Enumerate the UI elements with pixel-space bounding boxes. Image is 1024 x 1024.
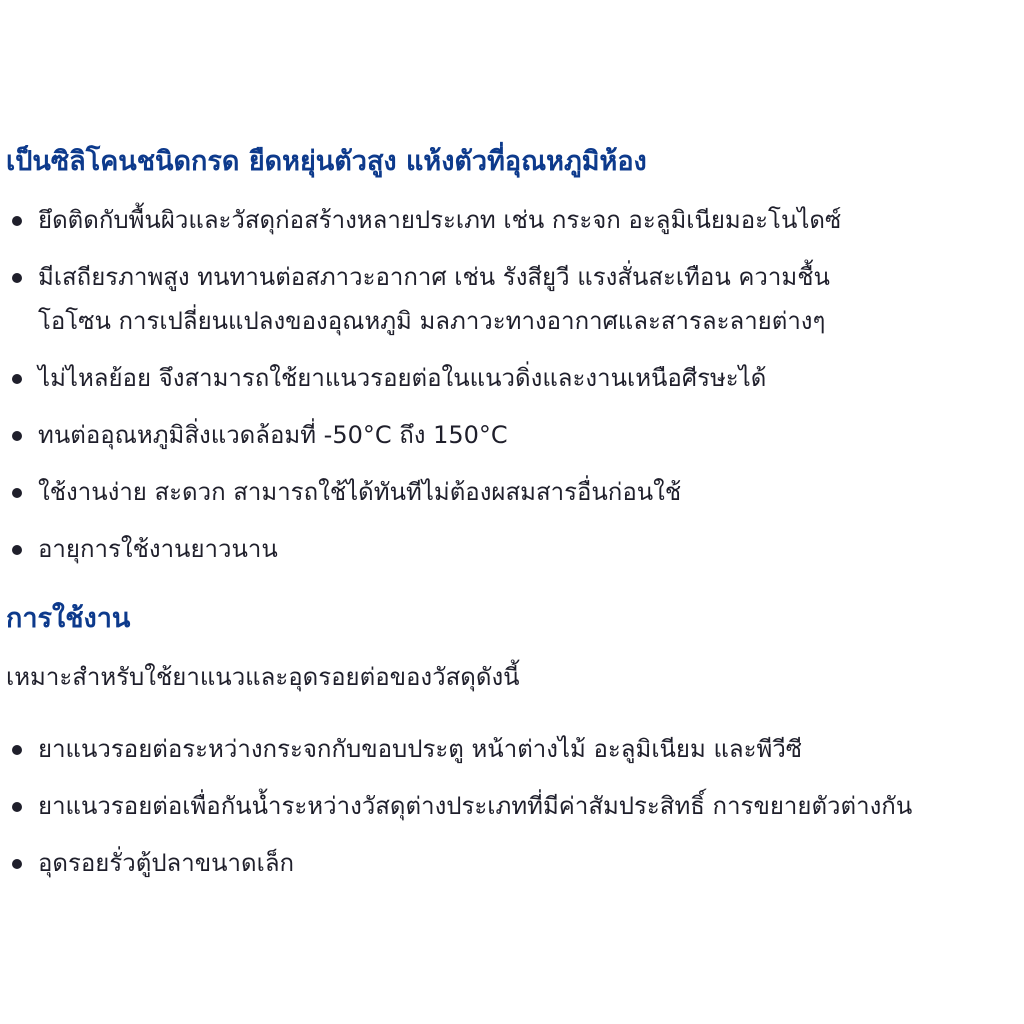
list-item-text: ไม่ไหลย้อย จึงสามารถใช้ยาแนวรอยต่อในแนวดิ่งและงานเหนือศีรษะได้	[38, 364, 767, 392]
bullet-dot-icon	[12, 216, 22, 226]
bullet-dot-icon	[12, 545, 22, 555]
list-item	[6, 470, 1020, 514]
list-item	[6, 413, 1020, 457]
list-item-text: อายุการใช้งานยาวนาน	[38, 535, 278, 563]
list-item	[6, 527, 1020, 571]
list-item-text: อุดรอยรั่วตู้ปลาขนาดเล็ก	[38, 849, 295, 877]
list-item	[6, 841, 1020, 885]
list-item-text: โอโซน การเปลี่ยนแปลงของอุณหภูมิ มลภาวะทางอากาศและสารละลายต่างๆ	[38, 307, 826, 335]
list-item-text: ยาแนวรอยต่อเพื่อกันน้ำระหว่างวัสดุต่างประเภทที่มีค่าสัมประสิทธิ์ การขยายตัวต่างกัน	[38, 792, 913, 820]
bullet-dot-icon	[12, 273, 22, 283]
usage-list	[6, 727, 1020, 885]
usage-intro: เหมาะสำหรับใช้ยาแนวและอุดรอยต่อของวัสดุดังนี้	[6, 663, 520, 691]
bullet-dot-icon	[12, 859, 22, 869]
features-list	[6, 198, 1020, 571]
list-item-text: ใช้งานง่าย สะดวก สามารถใช้ได้ทันทีไม่ต้องผสมสารอื่นก่อนใช้	[38, 478, 682, 506]
list-item	[6, 198, 1020, 242]
list-item	[6, 255, 1020, 343]
list-item-text: ยึดติดกับพื้นผิวและวัสดุก่อสร้างหลายประเภท เช่น กระจก อะลูมิเนียมอะโนไดซ์	[38, 206, 842, 234]
list-item	[6, 356, 1020, 400]
document-content	[6, 140, 1020, 898]
list-item-text: ยาแนวรอยต่อระหว่างกระจกกับขอบประตู หน้าต่างไม้ อะลูมิเนียม และพีวีซี	[38, 735, 803, 763]
list-item	[6, 727, 1020, 771]
list-item-text: ทนต่ออุณหภูมิสิ่งแวดล้อมที่ -50°C ถึง 150°C	[38, 421, 508, 449]
bullet-dot-icon	[12, 488, 22, 498]
list-item-text: มีเสถียรภาพสูง ทนทานต่อสภาวะอากาศ เช่น รังสียูวี แรงสั่นสะเทือน ความชื้น	[38, 263, 830, 291]
usage-heading: การใช้งาน	[6, 603, 131, 634]
bullet-dot-icon	[12, 802, 22, 812]
bullet-dot-icon	[12, 374, 22, 384]
bullet-dot-icon	[12, 431, 22, 441]
list-item	[6, 784, 1020, 828]
features-heading: เป็นซิลิโคนชนิดกรด ยืดหยุ่นตัวสูง แห้งตัวที่อุณหภูมิห้อง	[6, 146, 647, 177]
bullet-dot-icon	[12, 745, 22, 755]
